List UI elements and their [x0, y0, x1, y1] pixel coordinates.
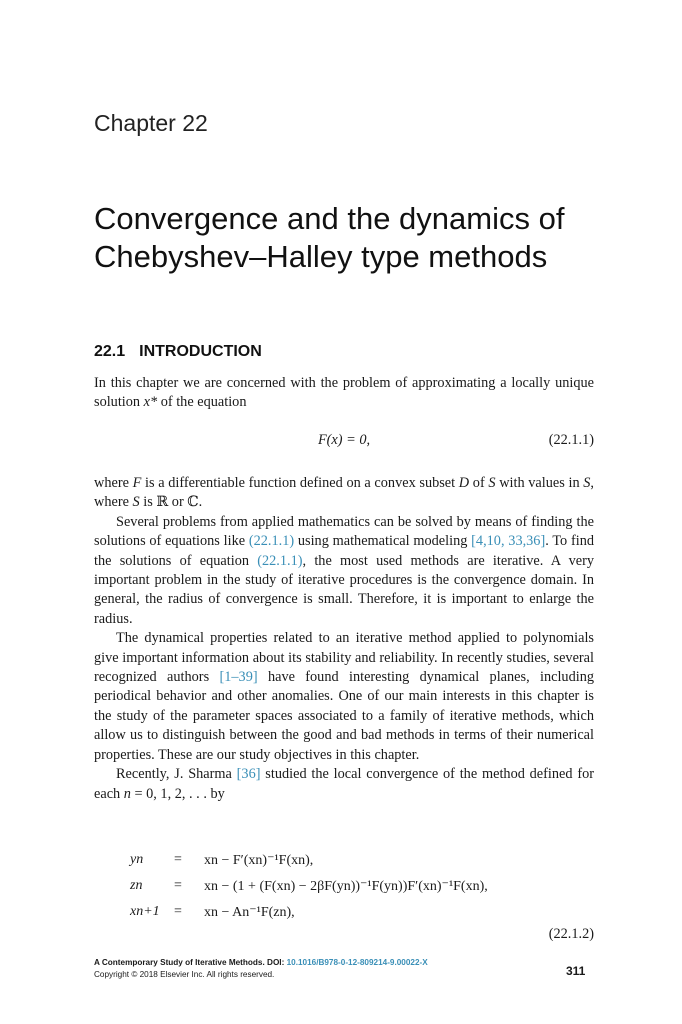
system-rhs: xn − An⁻¹F(zn), [204, 905, 295, 920]
system-equals: = [174, 878, 182, 893]
page-number: 311 [566, 964, 586, 978]
system-equals: = [174, 904, 182, 919]
system-rhs: xn − (1 + (F(xn) − 2βF(yn))⁻¹F(yn))F′(xn)⁻¹F(xn), [204, 879, 488, 894]
footer [94, 957, 428, 981]
paragraph-dynamics: The dynamical properties related to an iterative method applied to polynomials give important information about its stability and reliability. In recently studies, several recognized authors [1–39] have found interesting dynamical planes, including periodical behavior and other anomalies. One of our main interests in this chapter is the study of the parameter spaces associated to a family of iterative methods, which allow us to distinguish between the good and bad methods in terms of their numerical properties. These are our study objectives in this chapter. [94, 630, 594, 763]
book-title: A Contemporary Study of Iterative Methods. [94, 958, 265, 967]
chapter-title: Convergence and the dynamics of Chebyshev–Halley type methods [94, 201, 565, 274]
paragraph-sharma: Recently, J. Sharma [36] studied the local convergence of the method defined for each n = 0, 1, 2, . . . by [94, 766, 594, 802]
copyright: Copyright © 2018 Elsevier Inc. All rights reserved. [94, 970, 275, 979]
citation-link[interactable]: [1–39] [219, 669, 258, 686]
equation-ref-link[interactable]: (22.1.1) [248, 533, 295, 550]
citation-link[interactable]: [4,10, 33,36] [471, 533, 546, 550]
equation-number: (22.1.2) [548, 926, 594, 942]
intro-text-end: of the equation [157, 394, 247, 411]
system-lhs: zn [130, 878, 143, 893]
system-equals: = [174, 852, 182, 867]
equation-number: (22.1.1) [548, 432, 594, 448]
system-rhs: xn − F′(xn)⁻¹F(xn), [204, 853, 314, 868]
section-heading [94, 343, 262, 361]
system-lhs: xn+1 [130, 904, 160, 919]
intro-paragraph [94, 374, 594, 413]
math-symbol: x* [143, 394, 158, 411]
doi-link[interactable]: 10.1016/B978-0-12-809214-9.00022-X [286, 958, 428, 967]
system-lhs: yn [130, 852, 144, 867]
section-number: 22.1 [94, 343, 126, 360]
equation-ref-link[interactable]: (22.1.1) [257, 552, 303, 569]
equation-expression: F(x) = 0, [317, 432, 371, 448]
citation-link[interactable]: [36] [236, 766, 261, 783]
paragraph-problems: Several problems from applied mathematics can be solved by means of finding the solutions of equations like (22.1.1) using mathematical modeling [4,10, 33,36]. To find the solutions of equation (22.1.1), the most used methods are iterative. A very important problem in the study of iterative procedures is the convergence domain. In general, the radius of convergence is small. Therefore, it is important to enlarge the radius. [94, 513, 594, 627]
doi-label: DOI: [264, 958, 287, 967]
chapter-label: Chapter 22 [94, 110, 208, 136]
paragraph-domain: where F is a differentiable function defined on a convex subset D of S with values in S, where S is ℝ or ℂ. [94, 475, 594, 511]
section-title: INTRODUCTION [139, 343, 262, 360]
body-text [94, 474, 594, 804]
intro-text: In this chapter we are concerned with the problem of approximating a locally unique solution [94, 375, 594, 411]
